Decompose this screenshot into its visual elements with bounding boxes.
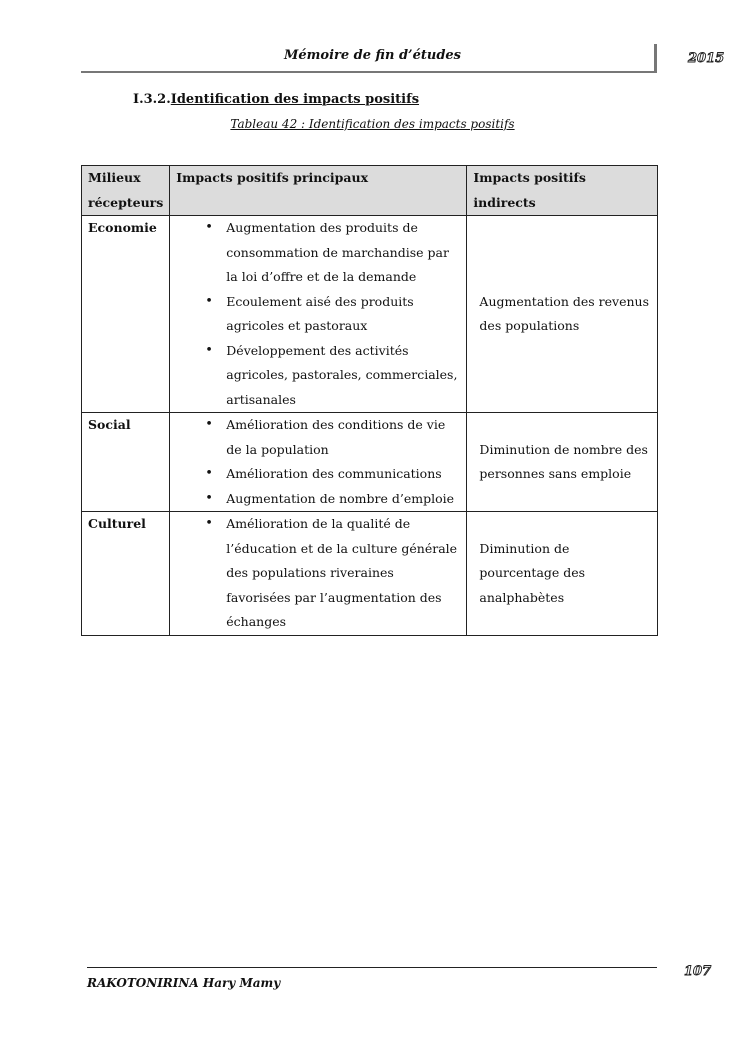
bullet-list (176, 512, 460, 635)
principaux-cell (170, 512, 467, 636)
table-caption: Tableau 42 : Identification des impacts positifs (230, 117, 515, 131)
table-row (82, 216, 658, 413)
indirect-cell: Augmentation des revenus des populations (467, 216, 658, 413)
table-row (82, 512, 658, 636)
header-divider (654, 44, 657, 73)
table-header-row (82, 166, 658, 216)
principaux-cell (170, 216, 467, 413)
list-item: • Augmentation de nombre d’emploie (205, 487, 460, 512)
table-row (82, 413, 658, 512)
footer-author: RAKOTONIRINA Hary Mamy (87, 976, 281, 990)
list-item: • Augmentation des produits de consommation de marchandise par la loi d’offre et de la demande (205, 216, 460, 290)
indirect-cell: Diminution de pourcentage des analphabètes (467, 512, 658, 636)
header-year: 2015 (688, 51, 725, 66)
impacts-table (81, 165, 658, 636)
list-item: • Ecoulement aisé des produits agricoles et pastoraux (205, 290, 460, 339)
bullet-list (176, 413, 460, 511)
list-item: • Amélioration de la qualité de l’éducation et de la culture générale des populations riveraines favorisées par l’augmentation des échanges (205, 512, 460, 635)
header-title: Mémoire de fin d’études (283, 48, 461, 63)
header-milieux-line1: Milieux (88, 170, 141, 185)
section-number: I.3.2. (133, 92, 171, 107)
row-label: Economie (82, 216, 170, 413)
header-rule (81, 71, 656, 73)
list-item: • Développement des activités agricoles, pastorales, commerciales, artisanales (205, 339, 460, 413)
header-indirects: Impacts positifs indirects (467, 166, 658, 216)
header-milieux-line2: récepteurs (88, 194, 164, 210)
row-label: Culturel (82, 512, 170, 636)
header-principaux: Impacts positifs principaux (170, 166, 467, 216)
bullet-list (176, 216, 460, 412)
section-title: Identification des impacts positifs (170, 92, 420, 107)
row-label: Social (82, 413, 170, 512)
indirect-cell: Diminution de nombre des personnes sans emploie (467, 413, 658, 512)
footer-rule (87, 967, 657, 968)
list-item: • Amélioration des conditions de vie de la population (205, 413, 460, 462)
principaux-cell (170, 413, 467, 512)
list-item: • Amélioration des communications (205, 462, 460, 487)
section-heading (133, 92, 419, 107)
page-number: 107 (684, 964, 712, 979)
header-milieux (82, 166, 170, 216)
